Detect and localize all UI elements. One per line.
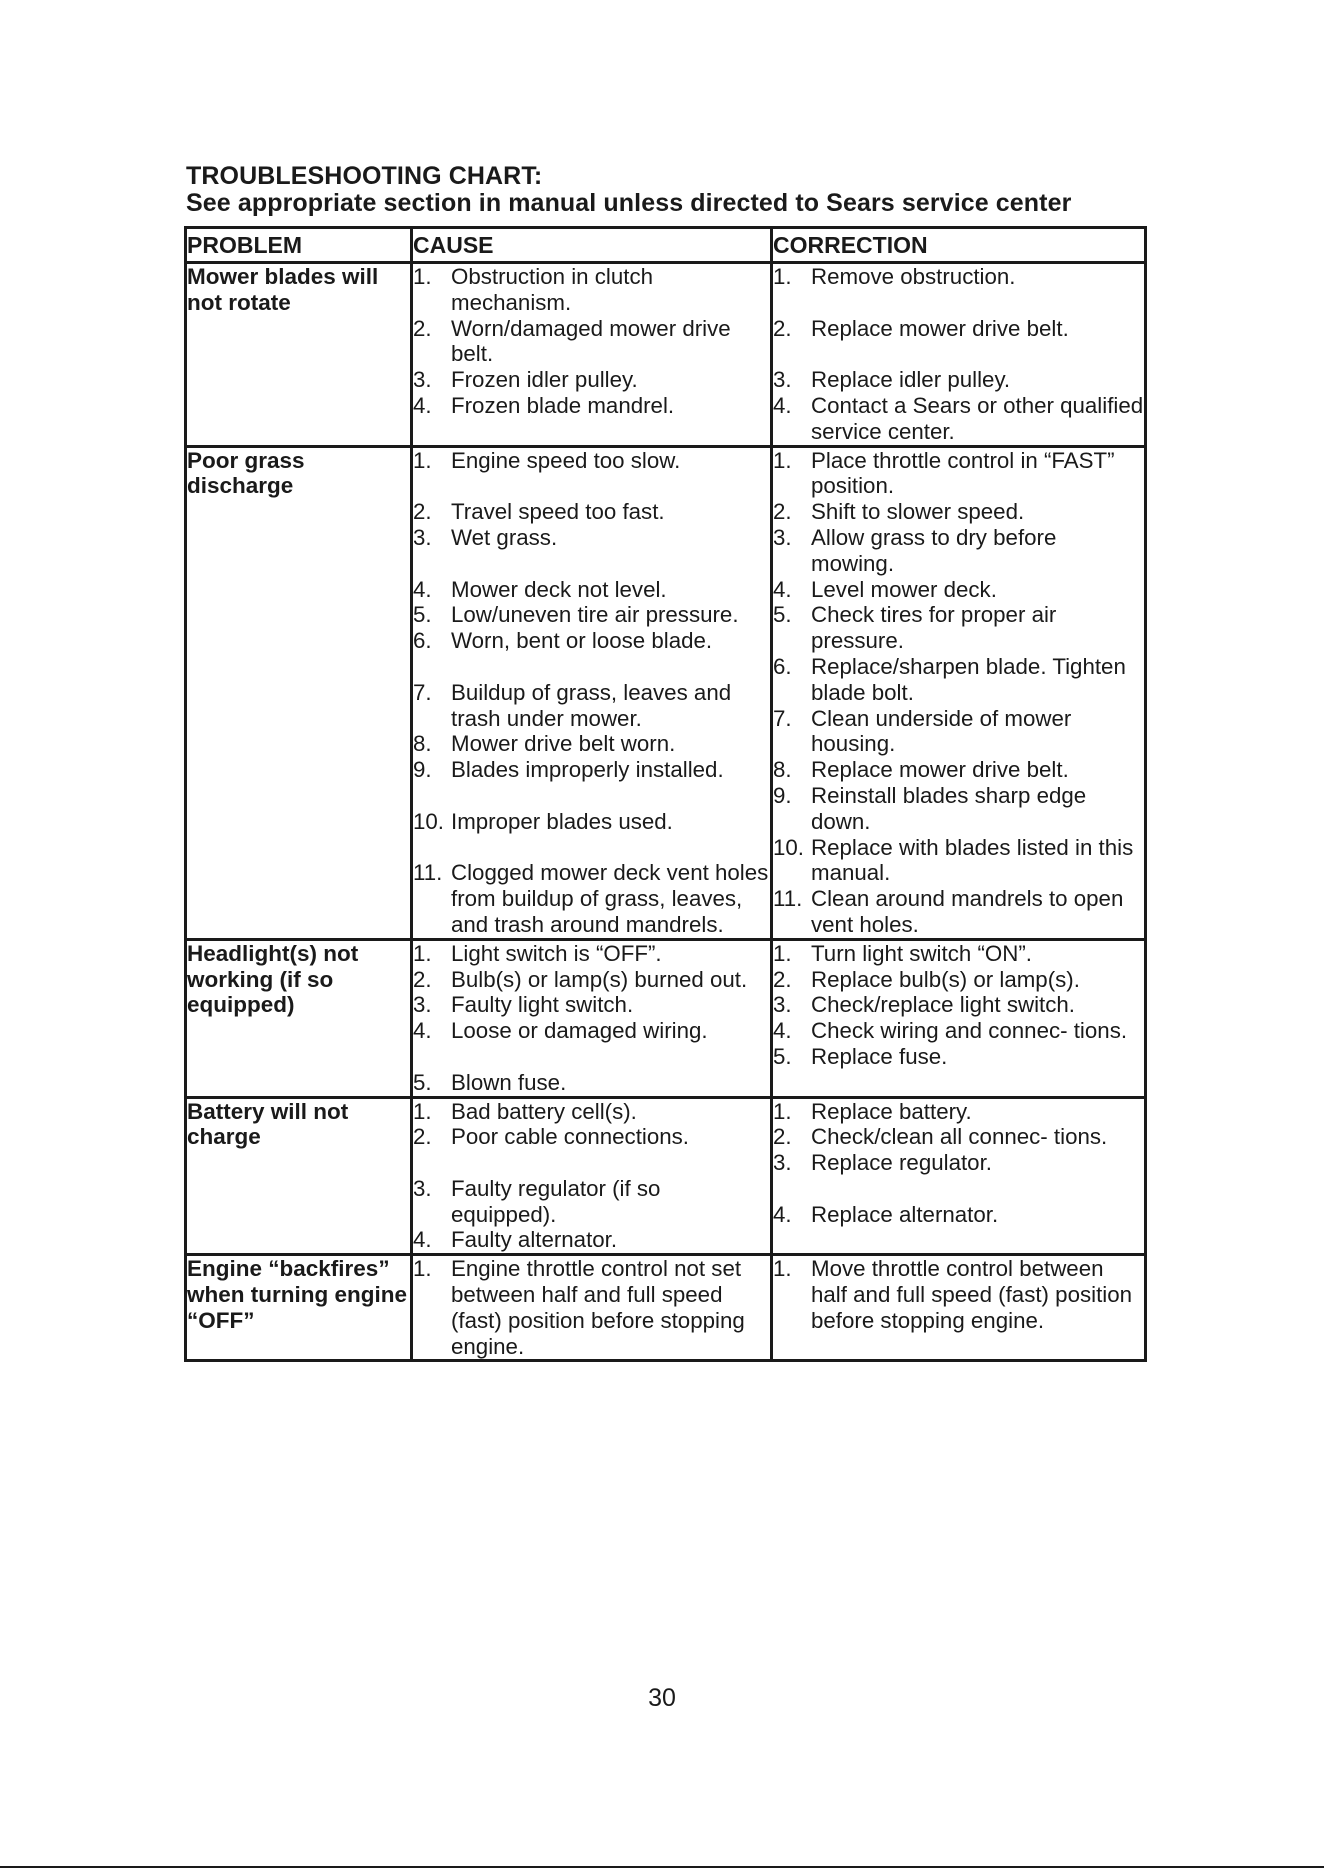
correction-item [773, 967, 1144, 993]
correction-item-number: 4. [773, 576, 792, 602]
correction-item [773, 264, 1144, 290]
cause-item [413, 1227, 770, 1253]
correction-item-number: 1. [773, 1256, 792, 1282]
cause-item-text: Wet grass. [451, 524, 558, 550]
correction-item-number: 4. [773, 1018, 792, 1044]
correction-item [773, 992, 1144, 1018]
table-row [186, 263, 1146, 447]
cause-item-text: Worn/damaged mower drive belt. [451, 315, 731, 367]
cause-cell [412, 939, 772, 1097]
cause-item-number: 1. [413, 1098, 432, 1124]
cause-item-number: 10. [413, 808, 444, 834]
cause-item-number: 5. [413, 1069, 432, 1095]
correction-item-text [811, 341, 1144, 367]
correction-item-text: Check wiring and connec- tions. [811, 1018, 1128, 1044]
correction-item [773, 941, 1144, 967]
cause-item-text [451, 1044, 770, 1070]
cause-item-number: 3. [413, 524, 432, 550]
cause-item-number: 2. [413, 315, 432, 341]
correction-item-number: 2. [773, 966, 792, 992]
cause-item-number: 2. [413, 499, 432, 525]
cause-item [413, 1070, 770, 1096]
correction-item [773, 367, 1144, 393]
correction-item-text: Move throttle control between half and full speed (fast) position before stopping engine. [811, 1256, 1133, 1333]
correction-item [773, 290, 1144, 316]
correction-item [773, 448, 1144, 500]
cause-item-text: Faulty regulator (if so equipped). [451, 1175, 661, 1227]
correction-item-text: Replace fuse. [811, 1043, 948, 1069]
cause-item [413, 731, 770, 757]
correction-item-text: Replace battery. [811, 1098, 972, 1124]
cause-cell [412, 446, 772, 939]
correction-item [773, 1018, 1144, 1044]
correction-cell [772, 939, 1146, 1097]
correction-item-number: 3. [773, 524, 792, 550]
correction-item [773, 1202, 1144, 1228]
correction-item-text: Turn light switch “ON”. [811, 940, 1032, 966]
correction-item [773, 1124, 1144, 1150]
cause-item-number: 4. [413, 1018, 432, 1044]
correction-item-number: 1. [773, 940, 792, 966]
correction-item [773, 835, 1144, 887]
cause-item [413, 393, 770, 419]
cause-item-text: Worn, bent or loose blade. [451, 628, 713, 654]
column-header-correction: CORRECTION [772, 228, 1146, 263]
correction-item [773, 499, 1144, 525]
correction-cell [772, 1097, 1146, 1255]
correction-item [773, 654, 1144, 706]
correction-item-number: 6. [773, 653, 792, 679]
cause-item [413, 757, 770, 783]
cause-cell [412, 263, 772, 447]
correction-item-text: Contact a Sears or other qualified service center. [811, 392, 1144, 444]
correction-item [773, 1099, 1144, 1125]
cause-item [413, 264, 770, 316]
correction-item [773, 706, 1144, 758]
correction-item-number: 1. [773, 447, 792, 473]
table-row [186, 1097, 1146, 1255]
correction-item [773, 525, 1144, 577]
correction-item [773, 316, 1144, 342]
bottom-rule [0, 1866, 1324, 1868]
cause-item-number: 1. [413, 447, 432, 473]
cause-item-text: Poor cable connections. [451, 1124, 689, 1150]
correction-item-text: Place throttle control in “FAST” position. [811, 447, 1115, 499]
correction-item-text: Level mower deck. [811, 576, 997, 602]
cause-item [413, 654, 770, 680]
cause-item [413, 809, 770, 835]
problem-cell: Engine “backfires” when turning engine “OFF” [186, 1255, 412, 1361]
correction-item-text: Replace/sharpen blade. Tighten blade bolt. [811, 653, 1126, 705]
correction-item [773, 577, 1144, 603]
column-header-cause: CAUSE [412, 228, 772, 263]
cause-item-text: Frozen blade mandrel. [451, 392, 675, 418]
cause-item-number: 5. [413, 602, 432, 628]
cause-item-text: Bulb(s) or lamp(s) burned out. [451, 966, 748, 992]
cause-item-text: Clogged mower deck vent holes from buildup of grass, leaves, and trash around mandrels. [451, 860, 769, 937]
cause-item-text [451, 835, 770, 861]
cause-item-number: 3. [413, 1175, 432, 1201]
chart-subtitle: See appropriate section in manual unless directed to Sears service center [186, 189, 1072, 217]
correction-item [773, 602, 1144, 654]
cause-item-number: 7. [413, 679, 432, 705]
cause-item [413, 860, 770, 937]
cause-item [413, 577, 770, 603]
correction-item [773, 1256, 1144, 1333]
cause-item-text: Mower deck not level. [451, 576, 667, 602]
troubleshooting-table [184, 226, 1147, 1362]
cause-item-text: Faulty alternator. [451, 1227, 618, 1253]
correction-item-number: 9. [773, 782, 792, 808]
cause-item [413, 1176, 770, 1228]
correction-item-text: Clean underside of mower housing. [811, 705, 1072, 757]
correction-item [773, 393, 1144, 445]
correction-item-text: Replace mower drive belt. [811, 757, 1069, 783]
correction-item-number: 1. [773, 1098, 792, 1124]
correction-item-text: Shift to slower speed. [811, 499, 1025, 525]
table-body [186, 263, 1146, 1361]
cause-item-number: 3. [413, 367, 432, 393]
correction-item [773, 341, 1144, 367]
cause-item [413, 783, 770, 809]
problem-cell: Poor grass discharge [186, 446, 412, 939]
cause-item-number: 4. [413, 392, 432, 418]
cause-item [413, 1124, 770, 1150]
correction-item [773, 783, 1144, 835]
cause-item [413, 1099, 770, 1125]
correction-item-text: Allow grass to dry before mowing. [811, 524, 1057, 576]
column-header-problem: PROBLEM [186, 228, 412, 263]
cause-item-number: 6. [413, 628, 432, 654]
cause-item-text [451, 654, 770, 680]
correction-item-number: 5. [773, 602, 792, 628]
correction-item-number: 3. [773, 367, 792, 393]
cause-item-number: 1. [413, 1256, 432, 1282]
correction-item-text [811, 1176, 1144, 1202]
correction-item-number: 3. [773, 1150, 792, 1176]
problem-cell: Battery will not charge [186, 1097, 412, 1255]
table-row [186, 446, 1146, 939]
correction-item-number: 4. [773, 392, 792, 418]
correction-item-number: 4. [773, 1201, 792, 1227]
cause-item-text [451, 783, 770, 809]
cause-item-number: 1. [413, 264, 432, 289]
correction-item-text: Remove obstruction. [811, 264, 1016, 289]
correction-item-text: Check/clean all connec- tions. [811, 1124, 1108, 1150]
cause-item [413, 499, 770, 525]
correction-item [773, 757, 1144, 783]
correction-item-text: Replace with blades listed in this manual. [811, 834, 1134, 886]
cause-item [413, 1150, 770, 1176]
cause-item [413, 680, 770, 732]
correction-item-text: Check/replace light switch. [811, 992, 1075, 1018]
cause-cell [412, 1097, 772, 1255]
cause-item-number: 4. [413, 1227, 432, 1253]
cause-item-text: Travel speed too fast. [451, 499, 665, 525]
cause-item [413, 992, 770, 1018]
cause-item-number: 8. [413, 731, 432, 757]
correction-item-text: Reinstall blades sharp edge down. [811, 782, 1087, 834]
cause-item [413, 1044, 770, 1070]
cause-item-text: Mower drive belt worn. [451, 731, 676, 757]
chart-title: TROUBLESHOOTING CHART: [186, 162, 543, 190]
cause-item [413, 835, 770, 861]
cause-item [413, 1256, 770, 1359]
cause-item-number: 4. [413, 576, 432, 602]
cause-item [413, 316, 770, 368]
problem-cell: Mower blades will not rotate [186, 263, 412, 447]
page-number: 30 [648, 1684, 676, 1712]
correction-cell [772, 263, 1146, 447]
cause-item-text [451, 473, 770, 499]
cause-item-number: 2. [413, 966, 432, 992]
cause-item-text: Blades improperly installed. [451, 757, 724, 783]
correction-item-number: 1. [773, 264, 792, 289]
correction-item-text: Replace bulb(s) or lamp(s). [811, 966, 1080, 992]
cause-item [413, 628, 770, 654]
cause-item-number: 2. [413, 1124, 432, 1150]
cause-item-text: Buildup of grass, leaves and trash under mower. [451, 679, 732, 731]
correction-item-text: Replace idler pulley. [811, 367, 1011, 393]
cause-item-text: Blown fuse. [451, 1069, 567, 1095]
cause-cell [412, 1255, 772, 1361]
cause-item-text: Engine speed too slow. [451, 447, 681, 473]
cause-item-text: Faulty light switch. [451, 992, 634, 1018]
cause-item-text: Engine throttle control not set between half and full speed (fast) position before stopping engine. [451, 1256, 745, 1359]
cause-item-text [451, 1150, 770, 1176]
correction-item-text: Clean around mandrels to open vent holes. [811, 886, 1124, 937]
correction-item-number: 2. [773, 315, 792, 341]
cause-item-text: Frozen idler pulley. [451, 367, 638, 393]
cause-item [413, 551, 770, 577]
cause-item-text: Obstruction in clutch mechanism. [451, 264, 654, 315]
correction-cell [772, 1255, 1146, 1361]
correction-item-text [811, 290, 1144, 316]
cause-item-text: Low/uneven tire air pressure. [451, 602, 739, 628]
cause-item [413, 525, 770, 551]
correction-item [773, 1176, 1144, 1202]
cause-item-number: 1. [413, 940, 432, 966]
correction-item-text: Replace mower drive belt. [811, 315, 1069, 341]
correction-item-text: Check tires for proper air pressure. [811, 602, 1057, 654]
correction-item-text: Replace regulator. [811, 1150, 992, 1176]
correction-item-number: 7. [773, 705, 792, 731]
cause-item-number: 3. [413, 992, 432, 1018]
cause-item [413, 602, 770, 628]
correction-cell [772, 446, 1146, 939]
table-row [186, 1255, 1146, 1361]
correction-item [773, 1044, 1144, 1070]
correction-item-text: Replace alternator. [811, 1201, 999, 1227]
correction-item-number: 3. [773, 992, 792, 1018]
correction-item-number: 10. [773, 834, 804, 860]
cause-item [413, 941, 770, 967]
cause-item [413, 1018, 770, 1044]
cause-item-text: Light switch is “OFF”. [451, 940, 662, 966]
correction-item-number: 2. [773, 499, 792, 525]
cause-item-number: 9. [413, 757, 432, 783]
cause-item-text: Loose or damaged wiring. [451, 1018, 708, 1044]
correction-item-number: 11. [773, 886, 803, 912]
correction-item-number: 8. [773, 757, 792, 783]
cause-item-text [451, 551, 770, 577]
cause-item [413, 967, 770, 993]
cause-item-text: Improper blades used. [451, 808, 673, 834]
correction-item [773, 886, 1144, 938]
cause-item-number: 11. [413, 860, 443, 886]
table-row [186, 939, 1146, 1097]
cause-item [413, 367, 770, 393]
correction-item-number: 2. [773, 1124, 792, 1150]
table-header-row [186, 228, 1146, 263]
cause-item [413, 448, 770, 474]
cause-item [413, 473, 770, 499]
problem-cell: Headlight(s) not working (if so equipped) [186, 939, 412, 1097]
cause-item-text: Bad battery cell(s). [451, 1098, 637, 1124]
correction-item [773, 1150, 1144, 1176]
correction-item-number: 5. [773, 1043, 792, 1069]
